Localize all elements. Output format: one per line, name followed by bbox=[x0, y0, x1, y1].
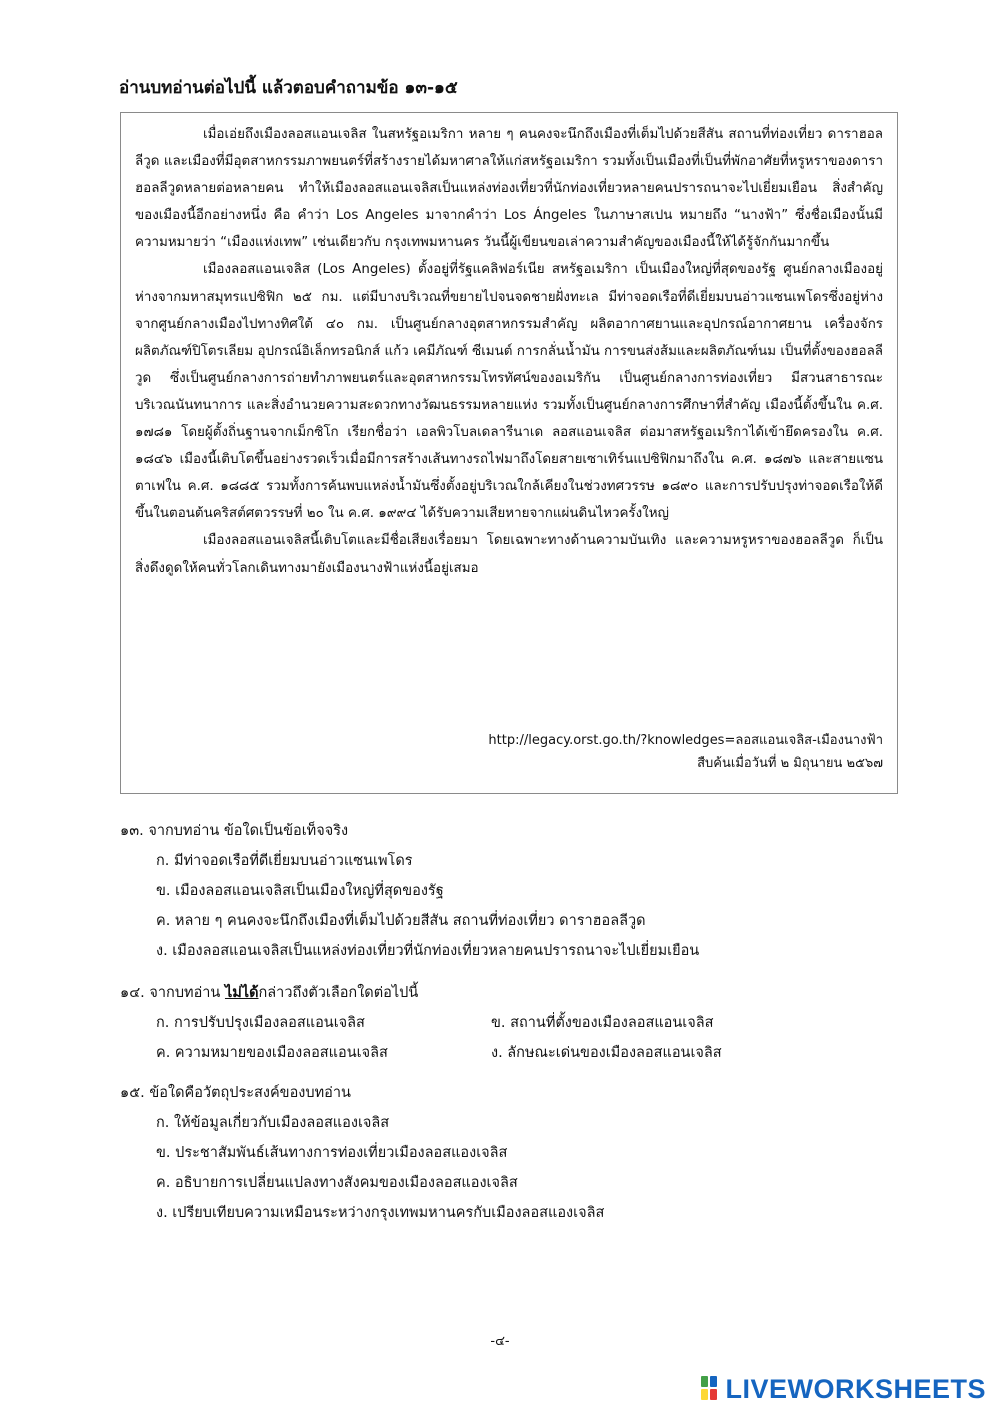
passage-paragraph-3: เมืองลอสแอนเจลิสนี้เติบโตและมีชื่อเสียงเรื่อยมา โดยเฉพาะทางด้านความบันเทิง และความหรูหราของฮอลลีวูด ก็เป็นสิ่งดึงดูดให้คนทั่วโลกเดินทางมายังเมืองนางฟ้าแห่งนี้อยู่เสมอ bbox=[135, 533, 883, 576]
source-url: http://legacy.orst.go.th/?knowledges=ลอสแอนเจลิส-เมืองนางฟ้า bbox=[488, 733, 883, 748]
question-14-title-suffix: กล่าวถึงตัวเลือกใดต่อไปนี้ bbox=[258, 985, 419, 1001]
question-13-choice-a[interactable]: ก. มีท่าจอดเรือที่ดีเยี่ยมบนอ่าวแซนเพโดร bbox=[156, 853, 413, 869]
question-13-title: ๑๓. จากบทอ่าน ข้อใดเป็นข้อเท็จจริง bbox=[120, 823, 349, 839]
question-13 bbox=[120, 816, 699, 966]
liveworksheets-logo-icon bbox=[701, 1376, 719, 1402]
question-15-choice-c[interactable]: ค. อธิบายการเปลี่ยนแปลงทางสังคมของเมืองลอสแองเจลิส bbox=[156, 1175, 518, 1191]
page-heading: อ่านบทอ่านต่อไปนี้ แล้วตอบคำถามข้อ ๑๓-๑๕ bbox=[119, 78, 458, 98]
question-13-choice-b[interactable]: ข. เมืองลอสแอนเจลิสเป็นเมืองใหญ่ที่สุดของรัฐ bbox=[156, 883, 444, 899]
question-14-title-prefix: ๑๔. จากบทอ่าน bbox=[120, 985, 225, 1001]
page-number: -๔- bbox=[490, 1334, 510, 1349]
question-14-choices bbox=[156, 1008, 791, 1068]
liveworksheets-logo bbox=[701, 1374, 986, 1404]
question-13-choice-d[interactable]: ง. เมืองลอสแอนเจลิสเป็นแหล่งท่องเที่ยวที่นักท่องเที่ยวหลายคนปรารถนาจะไปเยี่ยมเยือน bbox=[156, 943, 700, 959]
question-14-title bbox=[120, 978, 791, 1008]
question-14-choice-c[interactable]: ค. ความหมายของเมืองลอสแอนเจลิส bbox=[156, 1045, 388, 1061]
question-14-choice-d[interactable]: ง. ลักษณะเด่นของเมืองลอสแอนเจลิส bbox=[491, 1045, 722, 1061]
question-15-choice-d[interactable]: ง. เปรียบเทียบความเหมือนระหว่างกรุงเทพมหานครกับเมืองลอสแองเจลิส bbox=[156, 1205, 605, 1221]
question-15-title: ๑๕. ข้อใดคือวัตถุประสงค์ของบทอ่าน bbox=[120, 1085, 351, 1101]
passage-paragraph-2: เมืองลอสแอนเจลิส (Los Angeles) ตั้งอยู่ที่รัฐแคลิฟอร์เนีย สหรัฐอเมริกา เป็นเมืองใหญ่ที่สุดของรัฐ ศูนย์กลางเมืองอยู่ห่างจากมหาสมุทรแปซิฟิก ๒๕ กม. แต่มีบางบริเวณที่ขยายไปจนจดชายฝั่งทะเล มีท่าจอดเรือที่ดีเยี่ยมบนอ่าวแซนเพโดรซึ่งอยู่ห่างจากศูนย์กลางเมืองไปทางทิศใต้ ๔๐ กม. เป็นศูนย์กลางอุตสาหกรรมสำคัญ ผลิตอากาศยานและอุปกรณ์อากาศยาน เครื่องจักร ผลิตภัณฑ์ปิโตรเลียม อุปกรณ์อิเล็กทรอนิกส์ แก้ว เคมีภัณฑ์ ซีเมนต์ การกลั่นน้ำมัน การขนส่งส้มและผลิตภัณฑ์นม เป็นที่ตั้งของฮอลลีวูด ซึ่งเป็นศูนย์กลางการถ่ายทำภาพยนตร์และอุตสาหกรรมโทรทัศน์ของอเมริกัน เป็นศูนย์กลางการท่องเที่ยว มีสวนสาธารณะ บริเวณนันทนาการ และสิ่งอำนวยความสะดวกทางวัฒนธรรมหลายแห่ง รวมทั้งเป็นศูนย์กลางการศึกษาที่สำคัญ เมืองนี้ตั้งขึ้นใน ค.ศ. ๑๗๘๑ โดยผู้ตั้งถิ่นฐานจากเม็กซิโก เรียกชื่อว่า เอลพิวโบลเดลารีนาเด ลอสแอนเจลิส ต่อมาสหรัฐอเมริกาได้เข้ายึดครองใน ค.ศ. ๑๘๔๖ เมืองนี้เติบโตขึ้นอย่างรวดเร็วเมื่อมีการสร้างเส้นทางรถไฟมาถึงโดยสายเซาเทิร์นแปซิฟิกมาถึงใน ค.ศ. ๑๘๗๖ และสายแซนตาเฟใน ค.ศ. ๑๘๘๕ รวมทั้งการค้นพบแหล่งน้ำมันซึ่งตั้งอยู่บริเวณใกล้เคียงในช่วงทศวรรษ ๑๘๙๐ และการปรับปรุงท่าจอดเรือให้ดีขึ้นในตอนต้นคริสต์ศตวรรษที่ ๒๐ ใน ค.ศ. ๑๙๙๔ ได้รับความเสียหายจากแผ่นดินไหวครั้งใหญ่ bbox=[135, 262, 883, 522]
question-15-choice-a[interactable]: ก. ให้ข้อมูลเกี่ยวกับเมืองลอสแองเจลิส bbox=[156, 1115, 390, 1131]
source-retrieved-date: สืบค้นเมื่อวันที่ ๒ มิถุนายน ๒๕๖๗ bbox=[697, 756, 883, 771]
passage-source bbox=[488, 729, 883, 775]
question-15-choice-b[interactable]: ข. ประชาสัมพันธ์เส้นทางการท่องเที่ยวเมืองลอสแองเจลิส bbox=[156, 1145, 508, 1161]
question-14-choice-b[interactable]: ข. สถานที่ตั้งของเมืองลอสแอนเจลิส bbox=[491, 1015, 714, 1031]
liveworksheets-logo-text: LIVEWORKSHEETS bbox=[725, 1373, 986, 1404]
question-13-choice-c[interactable]: ค. หลาย ๆ คนคงจะนึกถึงเมืองที่เต็มไปด้วยสีสัน สถานที่ท่องเที่ยว ดาราฮอลลีวูด bbox=[156, 913, 646, 929]
question-14-title-emphasis: ไม่ได้ bbox=[224, 985, 259, 1001]
reading-passage-box bbox=[120, 112, 898, 794]
question-14-choice-a[interactable]: ก. การปรับปรุงเมืองลอสแอนเจลิส bbox=[156, 1015, 365, 1031]
question-15 bbox=[120, 1078, 604, 1228]
question-14 bbox=[120, 978, 791, 1068]
passage-paragraph-1: เมื่อเอ่ยถึงเมืองลอสแอนเจลิส ในสหรัฐอเมริกา หลาย ๆ คนคงจะนึกถึงเมืองที่เต็มไปด้วยสีสัน สถานที่ท่องเที่ยว ดาราฮอลลีวูด และเมืองที่มีอุตสาหกรรมภาพยนตร์ที่สร้างรายได้มหาศาลให้แก่สหรัฐอเมริกา รวมทั้งเป็นเมืองที่เป็นที่พักอาศัยที่หรูหราของดาราฮอลลีวูดหลายต่อหลายคน ทำให้เมืองลอสแอนเจลิสเป็นแหล่งท่องเที่ยวที่นักท่องเที่ยวหลายคนปรารถนาจะไปเยี่ยมเยือน สิ่งสำคัญของเมืองนี้อีกอย่างหนึ่ง คือ คำว่า Los Angeles มาจากคำว่า Los Ángeles ในภาษาสเปน หมายถึง “นางฟ้า” ซึ่งชื่อเมืองนั้นมีความหมายว่า “เมืองแห่งเทพ” เช่นเดียวกับ กรุงเทพมหานคร วันนี้ผู้เขียนขอเล่าความสำคัญของเมืองนี้ให้ได้รู้จักกันมากขึ้น bbox=[135, 127, 883, 251]
